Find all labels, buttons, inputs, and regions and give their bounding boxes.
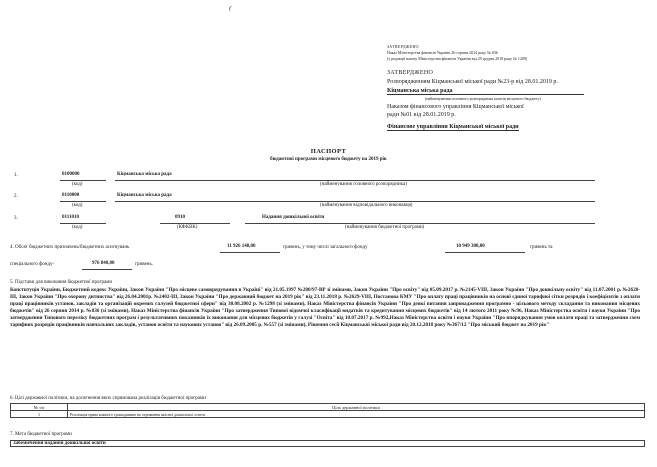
- row1-name-line: [115, 180, 595, 181]
- row3-code-caption: (код): [72, 225, 83, 230]
- row3-kfkv-line: [160, 223, 230, 224]
- row1-num: 1.: [14, 173, 18, 178]
- approval2-org2: Фінансове управління Кіцманської міської ради: [387, 124, 519, 130]
- row1-code-caption: (код): [72, 182, 83, 187]
- row3-num: 3.: [14, 216, 18, 221]
- row1-code-line: [60, 180, 106, 181]
- row2-code-line: [60, 201, 106, 202]
- budget-label-e: гривень.: [135, 262, 153, 267]
- policy-row-goal: Реалізація права кожного громадянина на отримання якісної дошкільної освіти: [68, 411, 645, 418]
- policy-row: [11, 411, 645, 418]
- passport-title: ПАСПОРТ: [310, 148, 347, 155]
- policy-title: 6. Цілі державної політики, на досягнення яких спрямована реалізація бюджетної програми: [10, 396, 206, 401]
- budget-label-c: гривень та: [530, 245, 553, 250]
- budget-special: 976 840,00: [92, 261, 115, 266]
- budget-label-b: гривень, у тому числі загального фонду: [283, 245, 368, 250]
- row3-code-line: [60, 223, 106, 224]
- row2-num: 2.: [14, 194, 18, 199]
- approval2-order: Розпорядженням Кіцманської міської ради №23-р від 28.01.2019 р.: [387, 79, 558, 85]
- row2-name: Кіцманська міська рада: [117, 193, 172, 198]
- basis-text: Конституція України, Бюджетний кодекс України, Закон України "Про місцеве самоврядування в Україні" від 21.05.1997 №280/97-ВР зі змінами, Закон України "Про освіту" від 05.09.2017 р. №2145-VIII, Закон України "Про дошкільну освіту" від 11.07.2001 р. №2628-III, Закон України "Про охорону дитинства" від 26.04.2001р. №2402-III, Закон України "Про державний бюджет на 2019 рік" від 23.11.2018 р. №2629-VIII, Постанова КМУ "Про оплату праці працівників на основі єдиної тарифної сітки розрядів і коефіцієнтів з оплати праці працівників установ, закладів та організацій окремих галузей бюджетної сфери" від 30.08.2002 р. №1298 (зі змінами), Наказ Міністерства фінансів України "Про деякі питання запровадження програмно - цільового методу складання та виконання місцевих бюджетів" від 26 серпня 2014 р. №836 (зі змінами), Наказ Міністерства фінансів України "Про затвердження Типової відомчої класифікації видатків та кредитування місцевих бюджетів" від 14 лютого 2011 року №96, Наказ Міністерства освіти і науки України "Про затвердження Типового переліку бюджетних програм і результативних показників їх виконання для місцевих бюджетів у галузі "Освіта" від 10.07.2017 р. №992,Наказ Міністерства освіти і науки України "Про впорядкування умов оплати праці та затвердження схем тарифних розрядів працівників навчальних закладів, установ освіти та наукових установ" від 26.09.2005 р. №557 (зі змінами), Рішення сесії Кіцманської міської ради від 20.12.2018 року №367/12 "Про міський бюджет на 2019 рік": [10, 287, 640, 328]
- row2-name-line: [115, 201, 595, 202]
- row3-name-line: [245, 223, 595, 224]
- row2-name-caption: (найменування відповідального виконавця): [320, 203, 413, 208]
- policy-col-goal: Ціль державної політики: [68, 404, 645, 411]
- budget-special-line: [82, 269, 132, 270]
- approval2-order2-b: ради №01 від 28.01.2019 р.: [387, 112, 456, 118]
- row3-name-caption: (найменування бюджетної програми): [345, 225, 425, 230]
- row1-name-caption: (найменування головного розпорядника): [320, 182, 407, 187]
- approval1-title: ЗАТВЕРДЖЕНО: [387, 44, 419, 49]
- policy-table: [10, 403, 645, 418]
- basis-title: 5. Підстави для виконання бюджетної програми: [10, 280, 113, 285]
- passport-subtitle: бюджетної програми місцевого бюджету на 2019 рік: [270, 157, 387, 162]
- approval1-line2: (у редакції наказу Міністерства фінансів України від 29 грудня 2018 року № 1209): [387, 56, 528, 61]
- approval2-org-caption: (найменування головного розпорядника коштів місцевого бюджету): [425, 96, 541, 101]
- policy-row-num: 1: [11, 411, 68, 418]
- row3-kfkv-caption: (КФКВК): [177, 225, 198, 230]
- policy-col-num: № з/п: [11, 404, 68, 411]
- row2-code-caption: (код): [72, 203, 83, 208]
- row3-kfkv: 0910: [175, 215, 185, 220]
- row3-name: Надання дошкільної освіти: [262, 215, 325, 220]
- policy-header-row: [11, 404, 645, 411]
- goal-text: Забезпечення надання дошкільної освіти: [10, 440, 645, 447]
- approval2-title: ЗАТВЕРДЖЕНО: [387, 70, 434, 76]
- budget-general-line: [445, 252, 525, 253]
- approval1-line1: Наказ Міністерства фінансів України 26 серпня 2014 року № 836: [387, 50, 498, 55]
- row1-name: Кіцманська міська рада: [117, 172, 172, 177]
- row1-code: 0100000: [62, 172, 80, 177]
- budget-label-a: 4. Обсяг бюджетних призначень/бюджетних асигнувань: [10, 245, 130, 250]
- budget-general: 10 949 308,00: [456, 244, 485, 249]
- budget-total: 11 926 148,00: [227, 244, 256, 249]
- row3-code: 0111010: [62, 215, 79, 220]
- row2-code: 0110000: [62, 193, 80, 198]
- approval2-org: Кіцманська міська рада: [387, 88, 584, 95]
- budget-label-d: спеціального фонду-: [10, 262, 55, 267]
- approval2-order2-a: Наказом фінансового управління Кіцманської міської: [387, 104, 524, 110]
- goal-title: 7. Мета бюджетної програми: [10, 432, 72, 437]
- scan-mark: [228, 5, 236, 13]
- budget-total-line: [220, 252, 280, 253]
